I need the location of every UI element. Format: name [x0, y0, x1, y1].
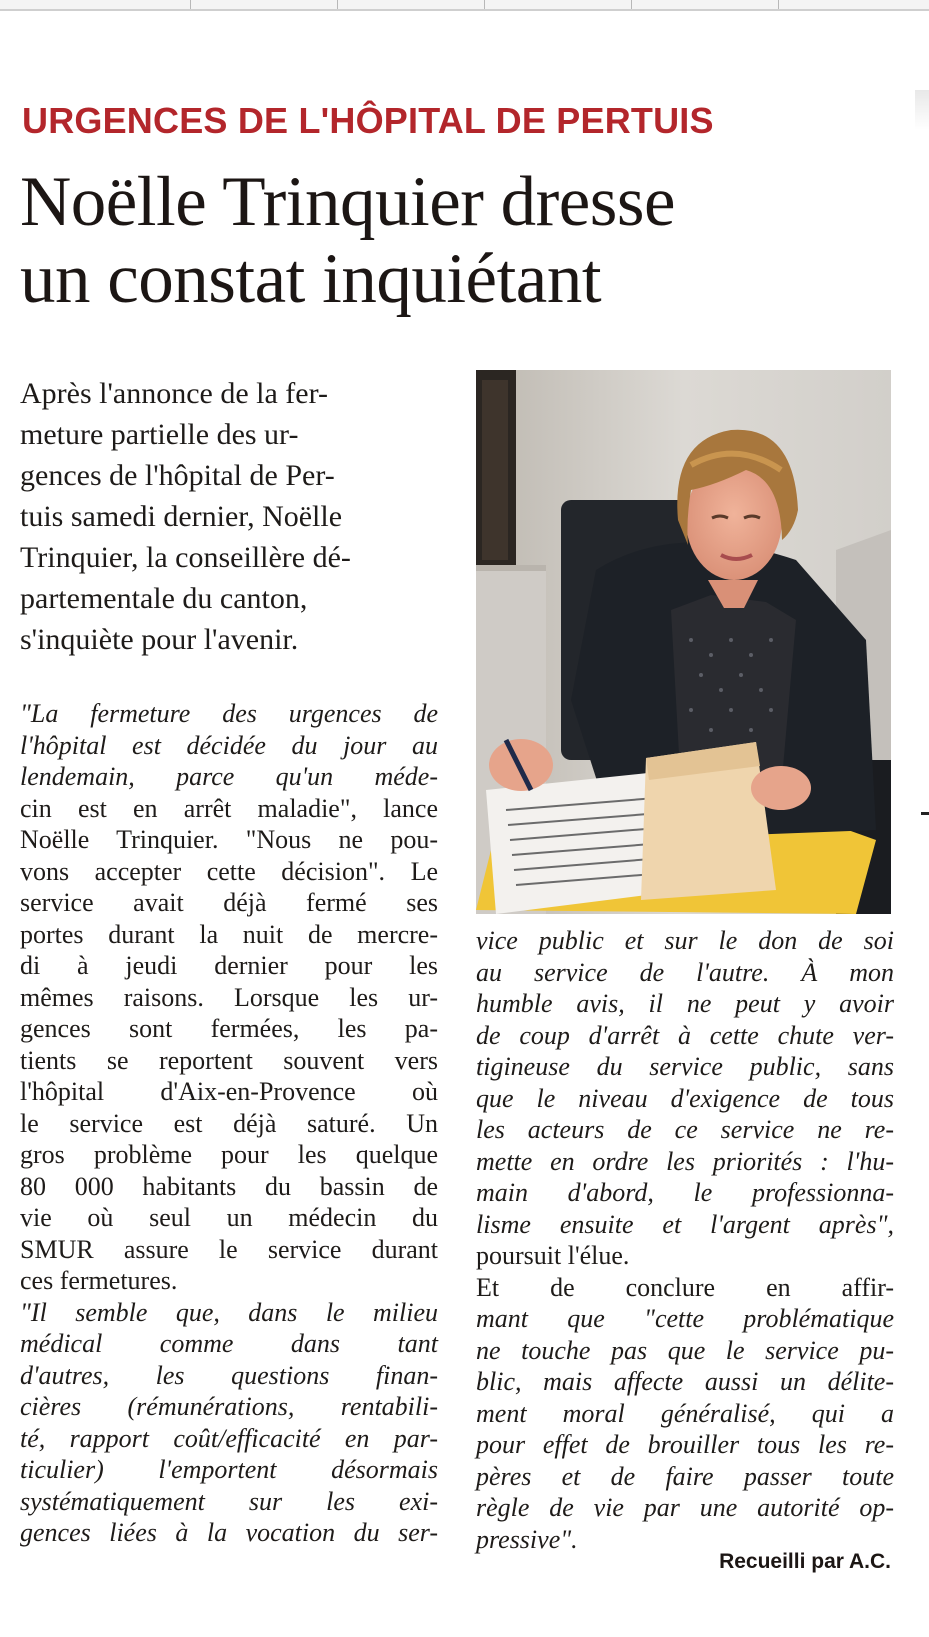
- body-line: pour effet de brouiller tous les re-: [476, 1430, 894, 1459]
- body-line: ne touche pas que le service pu-: [476, 1335, 894, 1365]
- body-line: té, rapport coût/efficacité en par-: [20, 1423, 438, 1453]
- rubric-kicker: URGENCES DE L'HÔPITAL DE PERTUIS: [22, 100, 714, 141]
- body-line: blic, mais affecte aussi un délite-: [476, 1367, 894, 1396]
- body-line: SMUR assure le service durant: [20, 1234, 438, 1264]
- body-line: médical comme dans tant: [20, 1329, 438, 1358]
- body-line: règle de vie par une autorité op-: [476, 1493, 894, 1522]
- body-line: "Il semble que, dans le milieu: [20, 1297, 438, 1327]
- adjacent-page-shadow: [915, 90, 929, 130]
- body-line: mêmes raisons. Lorsque les ur-: [20, 982, 438, 1012]
- body-line: les acteurs de ce service ne re-: [476, 1115, 894, 1144]
- body-line: service avait déjà fermé ses: [20, 888, 438, 917]
- byline-credit: Recueilli par A.C.: [719, 1550, 891, 1573]
- body-line: tigineuse du service public, sans: [476, 1052, 894, 1081]
- article-photo: [476, 370, 891, 914]
- top-rule: [0, 0, 929, 11]
- body-line: de coup d'arrêt à cette chute ver-: [476, 1020, 894, 1050]
- body-line: humble avis, il ne peut y avoir: [476, 989, 894, 1018]
- edge-mark: [921, 812, 929, 815]
- body-line: 80 000 habitants du bassin de: [20, 1171, 438, 1201]
- body-line: mette en ordre les priorités : l'hu-: [476, 1146, 894, 1176]
- body-line: ticulier) l'emportent désormais: [20, 1455, 438, 1484]
- body-line: pères et de faire passer toute: [476, 1461, 894, 1491]
- body-line: lendemain, parce qu'un méde-: [20, 762, 438, 791]
- body-line: di à jeudi dernier pour les: [20, 951, 438, 980]
- lead-line: partementale du canton,: [20, 582, 308, 615]
- body-line: "La fermeture des urgences de: [20, 699, 438, 728]
- body-line: ces fermetures.: [20, 1266, 178, 1295]
- body-line: vice public et sur le don de soi: [476, 926, 894, 955]
- body-line: d'autres, les questions finan-: [20, 1360, 438, 1390]
- body-line: l'hôpital est décidée du jour au: [20, 730, 438, 760]
- body-line: ment moral généralisé, qui a: [476, 1398, 894, 1428]
- body-line: gros problème pour les quelque: [20, 1140, 438, 1169]
- body-line: que le niveau d'exigence de tous: [476, 1083, 894, 1113]
- body-line: gences liées à la vocation du ser-: [20, 1518, 438, 1547]
- body-line: pressive".: [476, 1524, 578, 1554]
- body-line: Noëlle Trinquier. "Nous ne pou-: [20, 825, 438, 854]
- headline-line: un constat inquiétant: [20, 240, 602, 318]
- body-column-right: [476, 925, 894, 1555]
- headline-line: Noëlle Trinquier dresse: [20, 163, 676, 241]
- body-line: lisme ensuite et l'argent après",: [476, 1209, 894, 1239]
- body-line: le service est déjà saturé. Un: [20, 1108, 438, 1138]
- body-line: Et de conclure en affir-: [476, 1272, 894, 1302]
- lead-line: s'inquiète pour l'avenir.: [20, 623, 299, 656]
- body-line: gences sont fermées, les pa-: [20, 1014, 438, 1043]
- lead-line: Trinquier, la conseillère dé-: [20, 541, 351, 574]
- body-line: portes durant la nuit de mercre-: [20, 919, 438, 949]
- lead-line: Après l'annonce de la fer-: [20, 377, 328, 410]
- lead-line: gences de l'hôpital de Per-: [20, 459, 335, 492]
- body-line: cin est en arrêt maladie", lance: [20, 793, 438, 823]
- headline: [20, 164, 900, 318]
- lead-line: meture partielle des ur-: [20, 418, 299, 451]
- body-line: mant que "cette problématique: [476, 1304, 894, 1333]
- body-line: l'hôpital d'Aix-en-Provence où: [20, 1077, 438, 1106]
- body-line: au service de l'autre. À mon: [476, 957, 894, 987]
- lead-line: tuis samedi dernier, Noëlle: [20, 500, 343, 533]
- body-line: tients se reportent souvent vers: [20, 1045, 438, 1075]
- body-line: vie où seul un médecin du: [20, 1203, 438, 1232]
- body-line: vons accepter cette décision". Le: [20, 856, 438, 886]
- body-line: poursuit l'élue.: [476, 1241, 630, 1270]
- portrait-illustration: [476, 370, 891, 914]
- body-line: systématiquement sur les exi-: [20, 1486, 438, 1516]
- body-line: main d'abord, le professionna-: [476, 1178, 894, 1207]
- body-column-left: [20, 698, 438, 1549]
- lead-paragraph: [20, 373, 432, 660]
- body-line: cières (rémunérations, rentabili-: [20, 1392, 438, 1421]
